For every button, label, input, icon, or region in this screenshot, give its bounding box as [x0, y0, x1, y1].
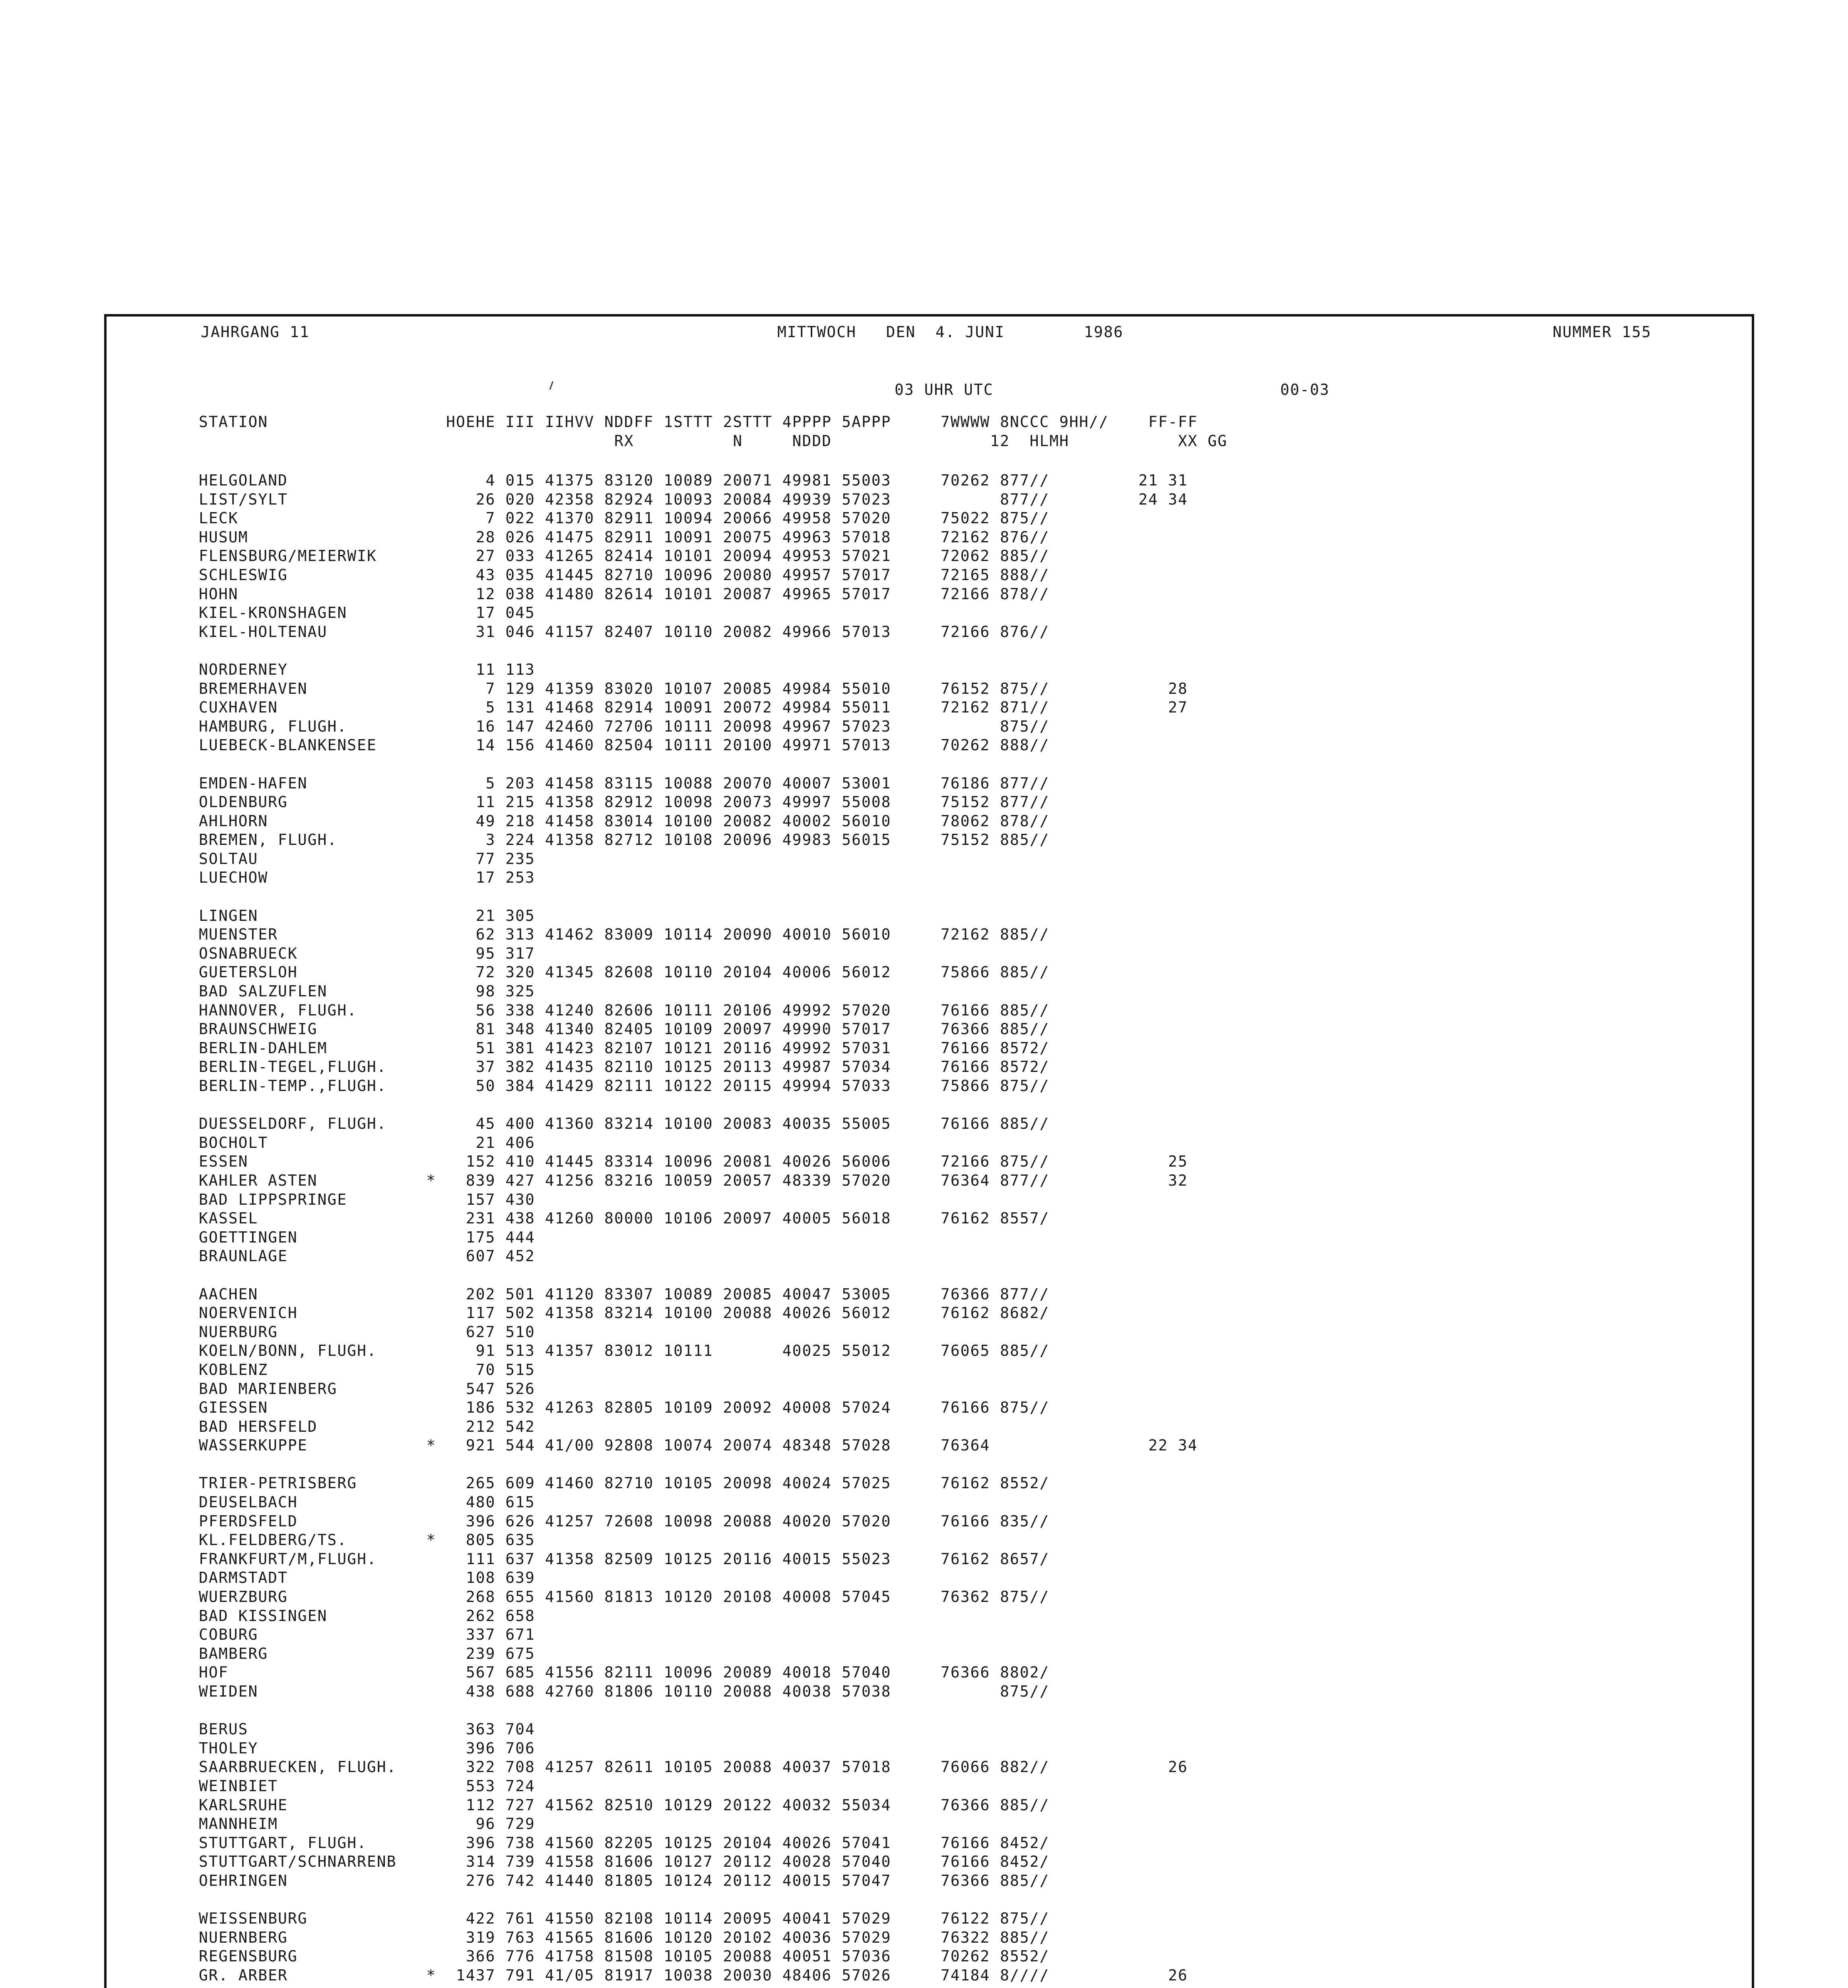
table-row: GR. ARBER * 1437 791 41/05 81917 10038 20030 48406 57026 74184 8//// 26 — [199, 1966, 1188, 1984]
table-spacer — [199, 1096, 1198, 1115]
table-row: KOELN/BONN, FLUGH. 91 513 41357 83012 10111 40025 55012 76065 885// — [199, 1342, 1050, 1360]
table-row: LIST/SYLT 26 020 42358 82924 10093 20084 49939 57023 877// 24 34 — [199, 490, 1188, 508]
table-row: STUTTGART/SCHNARRENB 314 739 41558 81606 10127 20112 40028 57040 76166 8452/ — [199, 1853, 1050, 1871]
column-header-line-1: STATION HOEHE III IIHVV NDDFF 1STTT 2STTT 4PPPP 5APPP 7WWWW 8NCCC 9HH// FF-FF — [199, 413, 1198, 431]
table-spacer — [199, 1701, 1198, 1720]
table-row: HOF 567 685 41556 82111 10096 20089 40018 57040 76366 8802/ — [199, 1664, 1050, 1681]
column-header — [199, 413, 1227, 450]
table-row: REGENSBURG 366 776 41758 81508 10105 20088 40051 57036 70262 8552/ — [199, 1947, 1050, 1965]
table-row: SCHLESWIG 43 035 41445 82710 10096 20080 49957 57017 72165 888// — [199, 566, 1050, 584]
table-row: LINGEN 21 305 — [199, 907, 535, 924]
table-row: BOCHOLT 21 406 — [199, 1134, 535, 1151]
observation-time: 03 UHR UTC — [895, 381, 994, 398]
table-row: WEIDEN 438 688 42760 81806 10110 20088 40038 57038 875// — [199, 1683, 1050, 1700]
table-row: NORDERNEY 11 113 — [199, 660, 535, 678]
table-row: FLENSBURG/MEIERWIK 27 033 41265 82414 10101 20094 49953 57021 72062 885// — [199, 547, 1050, 565]
table-row: AHLHORN 49 218 41458 83014 10100 20082 40002 56010 78062 878// — [199, 812, 1050, 830]
station-table — [199, 471, 1198, 1988]
table-row: SAARBRUECKEN, FLUGH. 322 708 41257 82611 10105 20088 40037 57018 76066 882// 26 — [199, 1758, 1188, 1776]
column-header-line-2: RX N NDDD 12 HLMH XX GG — [199, 432, 1228, 450]
table-row: WUERZBURG 268 655 41560 81813 10120 20108 40008 57045 76362 875// — [199, 1588, 1050, 1606]
table-row: HANNOVER, FLUGH. 56 338 41240 82606 10111 20106 49992 57020 76166 885// — [199, 1001, 1050, 1019]
table-row: CUXHAVEN 5 131 41468 82914 10091 20072 49984 55011 72162 871// 27 — [199, 699, 1188, 716]
table-row: BREMERHAVEN 7 129 41359 83020 10107 20085 49984 55010 76152 875// 28 — [199, 679, 1188, 697]
table-row: NOERVENICH 117 502 41358 83214 10100 20088 40026 56012 76162 8682/ — [199, 1304, 1050, 1322]
table-row: BAD MARIENBERG 547 526 — [199, 1380, 535, 1398]
table-row: HUSUM 28 026 41475 82911 10091 20075 49963 57018 72162 876// — [199, 528, 1050, 546]
table-spacer — [199, 887, 1198, 907]
table-row: HOHN 12 038 41480 82614 10101 20087 49965 57017 72166 878// — [199, 585, 1050, 603]
table-row: WASSERKUPPE * 921 544 41/00 92808 10074 20074 48348 57028 76364 22 34 — [199, 1437, 1198, 1454]
table-spacer — [199, 1985, 1198, 1988]
table-row: STUTTGART, FLUGH. 396 738 41560 82205 10125 20104 40026 57041 76166 8452/ — [199, 1834, 1050, 1852]
table-row: ESSEN 152 410 41445 83314 10096 20081 40026 56006 72166 875// 25 — [199, 1153, 1188, 1171]
volume-label: JAHRGANG 11 — [201, 323, 310, 341]
table-row: SOLTAU 77 235 — [199, 850, 535, 868]
table-row: THOLEY 396 706 — [199, 1739, 535, 1757]
table-spacer — [199, 641, 1198, 660]
table-row: BAMBERG 239 675 — [199, 1644, 535, 1662]
time-range: 00-03 — [1280, 381, 1330, 398]
table-row: WEISSENBURG 422 761 41550 82108 10114 20095 40041 57029 76122 875// — [199, 1910, 1050, 1928]
table-row: WEINBIET 553 724 — [199, 1777, 535, 1795]
table-row: BAD HERSFELD 212 542 — [199, 1417, 535, 1435]
table-row: BRAUNSCHWEIG 81 348 41340 82405 10109 20097 49990 57017 76366 885// — [199, 1020, 1050, 1038]
table-row: NUERNBERG 319 763 41565 81606 10120 20102 40036 57029 76322 885// — [199, 1928, 1050, 1946]
table-row: BAD SALZUFLEN 98 325 — [199, 982, 535, 1000]
table-row: DEUSELBACH 480 615 — [199, 1493, 535, 1511]
table-row: AACHEN 202 501 41120 83307 10089 20085 40047 53005 76366 877// — [199, 1285, 1050, 1303]
table-row: OLDENBURG 11 215 41358 82912 10098 20073 49997 55008 75152 877// — [199, 793, 1050, 811]
table-row: FRANKFURT/M,FLUGH. 111 637 41358 82509 10125 20116 40015 55023 76162 8657/ — [199, 1550, 1050, 1568]
table-spacer — [199, 1266, 1198, 1285]
table-row: NUERBURG 627 510 — [199, 1323, 535, 1341]
table-row: MUENSTER 62 313 41462 83009 10114 20090 40010 56010 72162 885// — [199, 926, 1050, 944]
table-row: LUECHOW 17 253 — [199, 869, 535, 887]
date-label: MITTWOCH DEN 4. JUNI 1986 — [777, 323, 1124, 341]
table-row: LECK 7 022 41370 82911 10094 20066 49958 57020 75022 875// — [199, 509, 1050, 527]
table-row: EMDEN-HAFEN 5 203 41458 83115 10088 20070 40007 53001 76186 877// — [199, 774, 1050, 792]
table-row: DUESSELDORF, FLUGH. 45 400 41360 83214 10100 20083 40035 55005 76166 885// — [199, 1115, 1050, 1133]
table-row: KAHLER ASTEN * 839 427 41256 83216 10059 20057 48339 57020 76364 877// 32 — [199, 1171, 1188, 1189]
table-row: OEHRINGEN 276 742 41440 81805 10124 20112 40015 57047 76366 885// — [199, 1872, 1050, 1889]
table-spacer — [199, 1891, 1198, 1910]
table-row: COBURG 337 671 — [199, 1626, 535, 1644]
table-row: BREMEN, FLUGH. 3 224 41358 82712 10108 20096 49983 56015 75152 885// — [199, 831, 1050, 849]
table-row: KARLSRUHE 112 727 41562 82510 10129 20122 40032 55034 76366 885// — [199, 1796, 1050, 1814]
table-row: HAMBURG, FLUGH. 16 147 42460 72706 10111 20098 49967 57023 875// — [199, 717, 1050, 735]
table-row: BERLIN-TEMP.,FLUGH. 50 384 41429 82111 10122 20115 49994 57033 75866 875// — [199, 1077, 1050, 1095]
table-row: BERLIN-DAHLEM 51 381 41423 82107 10121 20116 49992 57031 76166 8572/ — [199, 1039, 1050, 1057]
table-row: KIEL-KRONSHAGEN 17 045 — [199, 604, 535, 622]
table-row: KOBLENZ 70 515 — [199, 1361, 535, 1378]
table-spacer — [199, 1455, 1198, 1474]
table-row: BRAUNLAGE 607 452 — [199, 1247, 535, 1265]
table-row: KASSEL 231 438 41260 80000 10106 20097 40005 56018 76162 8557/ — [199, 1209, 1050, 1227]
issue-number: NUMMER 155 — [1553, 323, 1652, 341]
table-row: GIESSEN 186 532 41263 82805 10109 20092 40008 57024 76166 875// — [199, 1399, 1050, 1417]
table-row: BERLIN-TEGEL,FLUGH. 37 382 41435 82110 10125 20113 49987 57034 76166 8572/ — [199, 1058, 1050, 1076]
table-row: PFERDSFELD 396 626 41257 72608 10098 20088 40020 57020 76166 835// — [199, 1512, 1050, 1530]
table-row: BAD KISSINGEN 262 658 — [199, 1607, 535, 1625]
table-row: GOETTINGEN 175 444 — [199, 1228, 535, 1246]
table-row: BERUS 363 704 — [199, 1720, 535, 1738]
table-spacer — [199, 755, 1198, 774]
table-row: DARMSTADT 108 639 — [199, 1569, 535, 1587]
table-row: KIEL-HOLTENAU 31 046 41157 82407 10110 20082 49966 57013 72166 876// — [199, 623, 1050, 641]
table-row: KL.FELDBERG/TS. * 805 635 — [199, 1531, 535, 1549]
table-row: LUEBECK-BLANKENSEE 14 156 41460 82504 10111 20100 49971 57013 70262 888// — [199, 736, 1050, 754]
table-row: GUETERSLOH 72 320 41345 82608 10110 20104 40006 56012 75866 885// — [199, 963, 1050, 981]
table-row: TRIER-PETRISBERG 265 609 41460 82710 10105 20098 40024 57025 76162 8552/ — [199, 1474, 1050, 1492]
table-row: MANNHEIM 96 729 — [199, 1815, 535, 1833]
table-row: BAD LIPPSPRINGE 157 430 — [199, 1190, 535, 1208]
table-row: HELGOLAND 4 015 41375 83120 10089 20071 49981 55003 70262 877// 21 31 — [199, 472, 1188, 489]
table-row: OSNABRUECK 95 317 — [199, 944, 535, 962]
